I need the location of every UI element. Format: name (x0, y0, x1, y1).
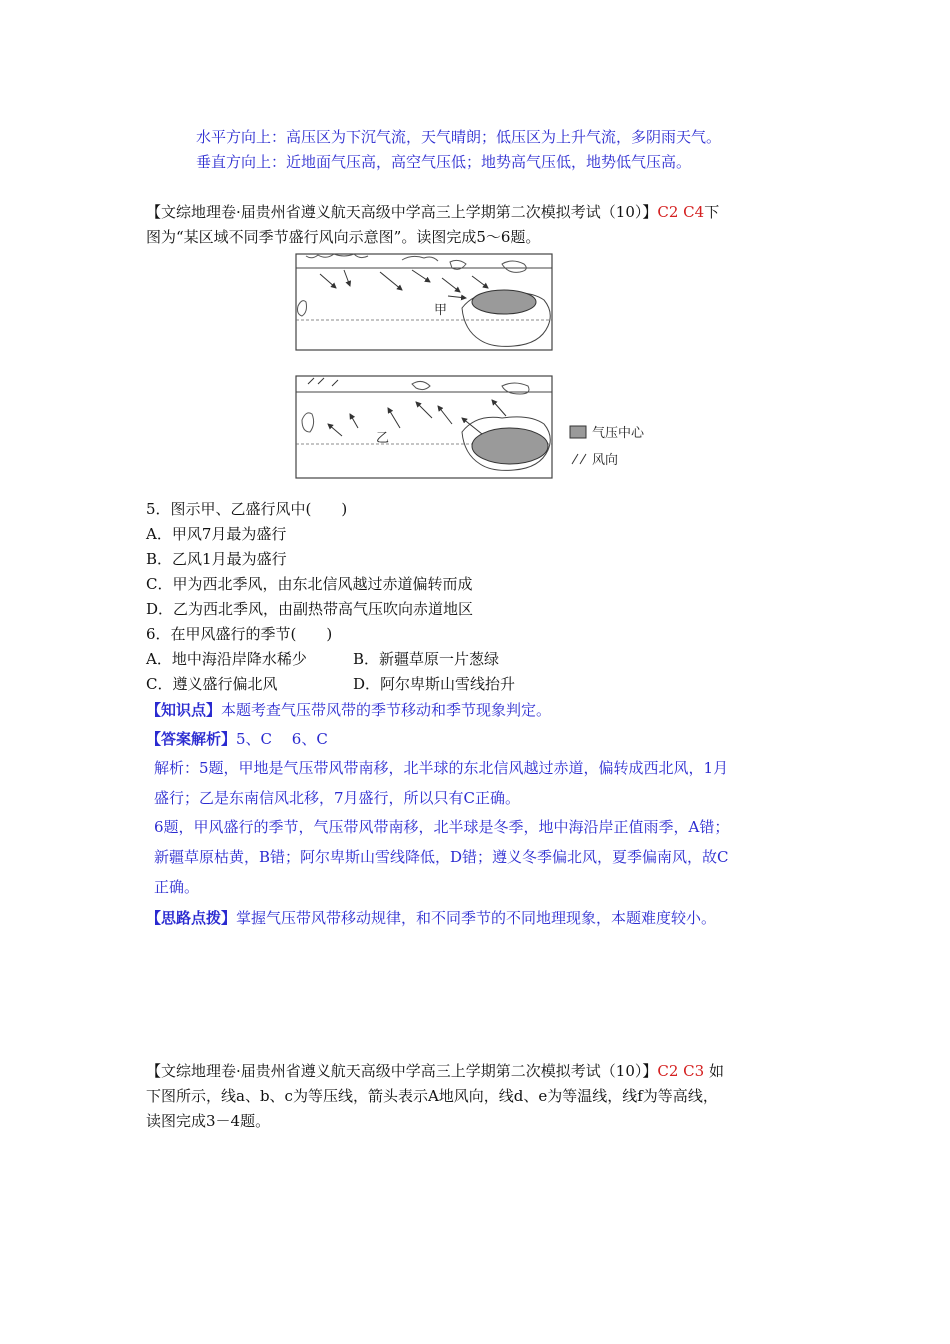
tip-tag: 【思路点拨】 (146, 909, 237, 927)
analysis-line-3: 6题，甲风盛行的季节，气压带风带南移，北半球是冬季，地中海沿岸正值雨季，A错； (154, 818, 730, 836)
answer-text: 5、C 6、C (236, 730, 328, 748)
label-jia: 甲 (434, 303, 448, 318)
analysis-line-5: 正确。 (154, 878, 200, 896)
q56-header-line2: 图为“某区域不同季节盛行风向示意图”。读图完成5～6题。 (146, 228, 541, 246)
q34-line2: 下图所示，线a、b、c为等压线，箭头表示A地风向，线d、e为等温线，线f为等高线， (146, 1087, 718, 1105)
q5-option-c: C．甲为西北季风，由东北信风越过赤道偏转而成 (146, 575, 473, 593)
legend-pressure-swatch (570, 426, 586, 438)
q6-option-c: C．遵义盛行偏北风 (146, 675, 278, 693)
knowledge-point (146, 699, 551, 721)
summary-horizontal: 水平方向上：高压区为下沉气流，天气晴朗；低压区为上升气流，多阴雨天气。 (196, 128, 722, 146)
q56-code-2: C4 (683, 203, 705, 221)
analysis-line-4: 新疆草原枯黄，B错；阿尔卑斯山雪线降低，D错；遵义冬季偏北风，夏季偏南风，故C (154, 848, 729, 866)
q56-header (146, 201, 719, 223)
answer-tag: 【答案解析】 (146, 730, 237, 748)
q5-option-b: B．乙风1月最为盛行 (146, 550, 287, 568)
q34-header-source: 【文综地理卷·届贵州省遵义航天高级中学高三上学期第二次模拟考试（10）】 (146, 1062, 658, 1080)
q34-line3: 读图完成3－4题。 (146, 1112, 271, 1130)
q56-code-1: C2 (657, 203, 679, 221)
q5-stem: 5．图示甲、乙盛行风中( ) (146, 500, 348, 518)
legend-pressure-label: 气压中心 (592, 426, 645, 441)
q56-header-tail: 下 (704, 203, 720, 221)
legend-wind-icon (572, 454, 586, 464)
map-top (296, 254, 552, 350)
knowledge-text: 本题考查气压带风带的季节移动和季节现象判定。 (221, 701, 552, 719)
q6-stem: 6．在甲风盛行的季节( ) (146, 625, 333, 643)
answer-line (146, 728, 328, 750)
knowledge-tag: 【知识点】 (146, 701, 222, 719)
legend-wind-label: 风向 (592, 453, 619, 468)
tip-text: 掌握气压带风带移动规律，和不同季节的不同地理现象，本题难度较小。 (236, 909, 717, 927)
thinking-tip (146, 907, 716, 929)
wind-direction-figure (292, 248, 672, 500)
q6-option-b: B．新疆草原一片葱绿 (353, 650, 500, 668)
q5-option-d: D．乙为西北季风，由副热带高气压吹向赤道地区 (146, 600, 474, 618)
q56-header-source: 【文综地理卷·届贵州省遵义航天高级中学高三上学期第二次模拟考试（10）】 (146, 203, 658, 221)
legend (570, 425, 645, 468)
q6-option-a: A．地中海沿岸降水稀少 (146, 650, 307, 668)
q34-header-tail: 如 (708, 1062, 724, 1080)
q34-header (146, 1060, 724, 1082)
q34-code-2: C3 (683, 1062, 705, 1080)
label-yi: 乙 (376, 431, 390, 446)
q34-code-1: C2 (657, 1062, 679, 1080)
q5-option-a: A．甲风7月最为盛行 (146, 525, 287, 543)
analysis-line-1: 解析：5题，甲地是气压带风带南移，北半球的东北信风越过赤道，偏转成西北风，1月 (154, 759, 729, 777)
summary-vertical: 垂直方向上：近地面气压高，高空气压低；地势高气压低，地势低气压高。 (196, 153, 692, 171)
analysis-line-2: 盛行；乙是东南信风北移，7月盛行，所以只有C正确。 (154, 789, 521, 807)
q6-option-d: D．阿尔卑斯山雪线抬升 (353, 675, 516, 693)
map-bottom (296, 376, 552, 478)
